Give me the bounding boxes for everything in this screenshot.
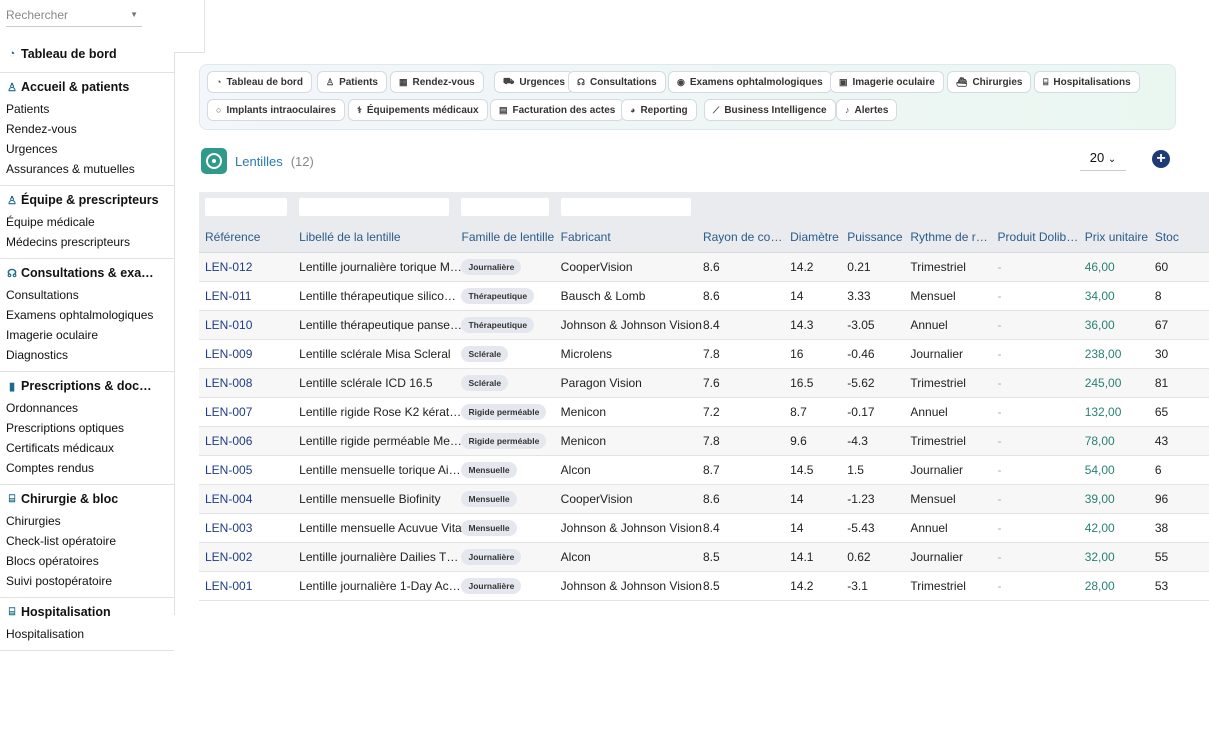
sidebar-item-consultations[interactable]: Consultations [6,288,79,302]
cell-reference[interactable]: LEN-004 [199,485,293,514]
cell-rayon-de-co: 8.6 [697,485,784,514]
quick-nav [199,64,1176,130]
quicknav-label: Hospitalisations [1053,76,1131,88]
cell-diametre: 14 [784,485,841,514]
sidebar-section-tableau-de-bord[interactable] [0,42,174,66]
header-row [199,222,1209,253]
imagerie-oculaire-icon: ▣ [839,76,848,87]
cell-libelle-de-la-lentille: Lentille thérapeutique silico… [293,282,455,311]
quicknav-hospitalisations[interactable] [1034,71,1140,93]
cell-libelle-de-la-lentille: Lentille journalière torique M… [293,253,455,282]
cell-prix-unitaire: 132,00 [1079,398,1149,427]
cell-puissance: -3.1 [841,572,904,601]
sidebar-item-examens-ophtalmologiques[interactable]: Examens ophtalmologiques [6,308,154,322]
sidebar-item-imagerie-oculaire[interactable]: Imagerie oculaire [6,328,99,342]
column-header-produit-dolib[interactable]: Produit Dolib… [992,222,1079,253]
sidebar-item-comptes-rendus[interactable]: Comptes rendus [6,461,95,475]
quicknav-equipements-medicaux[interactable] [348,99,488,121]
family-badge: Journalière [461,549,521,565]
sidebar-item-blocs-operatoires[interactable]: Blocs opératoires [6,554,99,568]
cell-famille-de-lentille [455,253,554,282]
cell-fabricant: CooperVision [555,485,697,514]
family-badge: Journalière [461,578,521,594]
cell-produit-dolib: - [992,514,1079,543]
column-header-libelle-de-la-lentille[interactable]: Libellé de la lentille [293,222,455,253]
page-title[interactable]: Lentilles [235,153,283,169]
cell-famille-de-lentille [455,514,554,543]
lens-logo-icon [201,148,227,174]
table-row[interactable] [199,340,1209,369]
cell-famille-de-lentille [455,398,554,427]
cell-rayon-de-co: 8.4 [697,311,784,340]
cell-fabricant: Johnson & Johnson Vision [555,514,697,543]
cell-reference[interactable]: LEN-005 [199,456,293,485]
cell-prix-unitaire: 39,00 [1079,485,1149,514]
sidebar-section-label: Hospitalisation [21,605,111,619]
search-placeholder: Rechercher [6,8,69,22]
cell-rythme-de-r: Mensuel [904,485,991,514]
cell-prix-unitaire: 32,00 [1079,543,1149,572]
cell-prix-unitaire: 54,00 [1079,456,1149,485]
column-header-prix-unitaire[interactable]: Prix unitaire [1079,222,1149,253]
sidebar-item-prescriptions-optiques[interactable]: Prescriptions optiques [6,421,125,435]
cell-famille-de-lentille [455,311,554,340]
cell-diametre: 9.6 [784,427,841,456]
document-icon: ▮ [8,380,16,393]
filter-cell [1149,192,1209,222]
quicknav-label: Facturation des actes [512,104,616,116]
sidebar-item-check-list-operatoire[interactable]: Check-list opératoire [6,534,117,548]
table-row[interactable] [199,543,1209,572]
quicknav-label: Implants intraoculaires [226,104,336,116]
cell-prix-unitaire: 46,00 [1079,253,1149,282]
cell-libelle-de-la-lentille: Lentille mensuelle Acuvue Vita [293,514,455,543]
cell-libelle-de-la-lentille: Lentille thérapeutique panse… [293,311,455,340]
hospitalisations-icon: ⌸ [1043,76,1049,87]
sidebar-section [0,259,174,372]
sidebar-section [0,598,174,651]
cell-reference[interactable]: LEN-012 [199,253,293,282]
family-badge: Rigide perméable [461,433,546,449]
cell-diametre: 16.5 [784,369,841,398]
sidebar-item-diagnostics[interactable]: Diagnostics [6,348,69,362]
cell-fabricant: Johnson & Johnson Vision [555,572,697,601]
cell-stoc: 55 [1149,543,1209,572]
quicknav-label: Tableau de bord [226,76,303,88]
cell-reference[interactable]: LEN-002 [199,543,293,572]
cell-stoc: 43 [1149,427,1209,456]
cell-libelle-de-la-lentille: Lentille sclérale Misa Scleral [293,340,455,369]
sidebar-item-rendez-vous[interactable]: Rendez-vous [6,122,77,136]
cell-famille-de-lentille [455,369,554,398]
cell-fabricant: Alcon [555,456,697,485]
cell-rayon-de-co: 7.2 [697,398,784,427]
sidebar-item-suivi-postoperatoire[interactable]: Suivi postopératoire [6,574,113,588]
quicknav-consultations[interactable] [568,71,666,93]
record-count: (12) [290,153,314,169]
quicknav-examens-ophtalmologiques[interactable] [668,71,832,93]
cell-reference[interactable]: LEN-008 [199,369,293,398]
patients-icon: ♙ [326,76,335,87]
cell-rythme-de-r: Trimestriel [904,572,991,601]
cell-produit-dolib: - [992,282,1079,311]
cell-rayon-de-co: 7.6 [697,369,784,398]
family-badge: Journalière [461,259,521,275]
chevron-down-icon[interactable]: ▼ [130,10,138,19]
sidebar-section-label: Prescriptions & doc… [21,379,152,393]
quicknav-implants-intraoculaires[interactable] [207,99,345,121]
cell-produit-dolib: - [992,485,1079,514]
sidebar-section [0,186,174,259]
cell-rythme-de-r: Journalier [904,456,991,485]
sidebar-section-label: Chirurgie & bloc [21,492,119,506]
add-button[interactable]: + [1152,150,1170,168]
cell-prix-unitaire: 42,00 [1079,514,1149,543]
cell-fabricant: Menicon [555,427,697,456]
urgences-icon: ⛟ [503,76,515,86]
rendez-vous-icon: ▦ [399,76,408,87]
sidebar-section-label: Équipe & prescripteurs [21,193,159,207]
cell-famille-de-lentille [455,572,554,601]
cell-fabricant: Microlens [555,340,697,369]
sidebar-section-equipe-prescripteurs[interactable] [0,188,174,212]
family-badge: Mensuelle [461,491,516,507]
filter-cell [784,192,841,222]
cell-stoc: 60 [1149,253,1209,282]
cell-famille-de-lentille [455,543,554,572]
cell-puissance: -3.05 [841,311,904,340]
quicknav-rendez-vous[interactable] [390,71,484,93]
alertes-icon: ♪ [845,105,850,115]
quicknav-imagerie-oculaire[interactable] [830,71,944,93]
column-header-reference[interactable]: Référence [199,222,293,253]
quicknav-label: Reporting [640,104,688,116]
quicknav-patients[interactable] [317,71,387,93]
cell-fabricant: Menicon [555,398,697,427]
family-badge: Rigide perméable [461,404,546,420]
sidebar-section-label: Consultations & exa… [21,266,154,280]
cell-rythme-de-r: Journalier [904,340,991,369]
cell-produit-dolib: - [992,543,1079,572]
table-row[interactable] [199,485,1209,514]
cell-rayon-de-co: 8.5 [697,572,784,601]
cell-produit-dolib: - [992,340,1079,369]
cell-stoc: 65 [1149,398,1209,427]
cell-rythme-de-r: Journalier [904,543,991,572]
cell-diametre: 14.1 [784,543,841,572]
quicknav-label: Rendez-vous [412,76,475,88]
cell-produit-dolib: - [992,572,1079,601]
table-row[interactable] [199,398,1209,427]
quicknav-label: Équipements médicaux [366,104,479,116]
cell-rayon-de-co: 7.8 [697,427,784,456]
sidebar-section [0,40,174,73]
cell-rayon-de-co: 8.6 [697,253,784,282]
cell-fabricant: Johnson & Johnson Vision [555,311,697,340]
sidebar [0,0,175,641]
cell-rayon-de-co: 8.7 [697,456,784,485]
sidebar-section-chirurgie-bloc[interactable] [0,487,174,511]
column-header-diametre[interactable]: Diamètre [784,222,841,253]
cell-prix-unitaire: 36,00 [1079,311,1149,340]
cell-puissance: -5.43 [841,514,904,543]
cell-fabricant: Bausch & Lomb [555,282,697,311]
sidebar-item-assurances-mutuelles[interactable]: Assurances & mutuelles [6,162,135,176]
cell-reference[interactable]: LEN-011 [199,282,293,311]
cell-prix-unitaire: 238,00 [1079,340,1149,369]
quicknav-label: Chirurgies [972,76,1023,88]
cell-libelle-de-la-lentille: Lentille rigide perméable Me… [293,427,455,456]
sidebar-item-urgences[interactable]: Urgences [6,142,58,156]
cell-produit-dolib: - [992,311,1079,340]
cell-diametre: 14 [784,282,841,311]
column-header-rayon-de-co[interactable]: Rayon de co… [697,222,784,253]
top-strip [174,0,205,53]
cell-famille-de-lentille [455,456,554,485]
cell-famille-de-lentille [455,282,554,311]
column-header-rythme-de-r[interactable]: Rythme de r… [904,222,991,253]
filter-cell [555,192,697,222]
sidebar-item-ordonnances[interactable]: Ordonnances [6,401,79,415]
filter-cell [455,192,554,222]
filter-input-famille-de-lentille[interactable] [461,198,548,216]
list-header [201,148,314,174]
bed-icon: ⌸ [8,605,16,618]
quicknav-chirurgies[interactable] [947,71,1031,93]
cell-libelle-de-la-lentille: Lentille rigide Rose K2 kérat… [293,398,455,427]
sidebar-item-equipe-medicale[interactable]: Équipe médicale [6,215,95,229]
cell-rythme-de-r: Trimestriel [904,369,991,398]
table-row[interactable] [199,311,1209,340]
family-badge: Mensuelle [461,520,516,536]
quicknav-alertes[interactable] [836,99,897,121]
table-row[interactable] [199,282,1209,311]
user-icon: ♙ [7,81,17,94]
filter-cell [293,192,455,222]
cell-rythme-de-r: Trimestriel [904,253,991,282]
reporting-icon: ◕ [630,105,636,115]
cell-diametre: 14.2 [784,572,841,601]
cell-puissance: 1.5 [841,456,904,485]
cell-rythme-de-r: Annuel [904,398,991,427]
cell-rythme-de-r: Trimestriel [904,427,991,456]
table-row[interactable] [199,427,1209,456]
cell-fabricant: Paragon Vision [555,369,697,398]
cell-famille-de-lentille [455,427,554,456]
quicknav-label: Examens ophtalmologiques [689,76,823,88]
cell-puissance: 3.33 [841,282,904,311]
cell-rythme-de-r: Mensuel [904,282,991,311]
cell-puissance: -0.46 [841,340,904,369]
family-badge: Thérapeutique [461,288,534,304]
cell-stoc: 30 [1149,340,1209,369]
cell-reference[interactable]: LEN-010 [199,311,293,340]
cell-stoc: 81 [1149,369,1209,398]
chevron-down-icon: ⌄ [1107,154,1117,165]
chirurgies-icon: ⛴ [956,76,968,87]
cell-libelle-de-la-lentille: Lentille mensuelle torique Ai… [293,456,455,485]
cell-produit-dolib: - [992,369,1079,398]
cell-puissance: 0.62 [841,543,904,572]
quicknav-label: Consultations [590,76,657,88]
cell-reference[interactable]: LEN-001 [199,572,293,601]
cell-libelle-de-la-lentille: Lentille journalière 1-Day Ac… [293,572,455,601]
cell-diametre: 8.7 [784,398,841,427]
cell-reference[interactable]: LEN-007 [199,398,293,427]
equipements-medicaux-icon: ⚕ [357,104,362,115]
cell-puissance: -0.17 [841,398,904,427]
cell-diametre: 14.3 [784,311,841,340]
sidebar-section-hospitalisation[interactable] [0,600,174,624]
cell-rayon-de-co: 8.5 [697,543,784,572]
sidebar-section [0,73,174,186]
cell-libelle-de-la-lentille: Lentille sclérale ICD 16.5 [293,369,455,398]
sidebar-section-label: Accueil & patients [21,80,130,94]
filter-input-fabricant[interactable] [561,198,691,216]
table-row[interactable] [199,572,1209,601]
cell-fabricant: Alcon [555,543,697,572]
filter-cell [697,192,784,222]
quicknav-reporting[interactable] [621,99,697,121]
consultations-icon: ☊ [577,76,585,87]
cell-stoc: 8 [1149,282,1209,311]
family-badge: Mensuelle [461,462,516,478]
cell-reference[interactable]: LEN-003 [199,514,293,543]
lenses-table [199,192,1179,601]
cell-rayon-de-co: 8.4 [697,514,784,543]
cell-puissance: -4.3 [841,427,904,456]
cell-puissance: -5.62 [841,369,904,398]
cell-rayon-de-co: 8.6 [697,282,784,311]
quicknav-tableau-de-bord[interactable] [207,71,312,93]
implants-intraoculaires-icon: ○ [216,105,222,115]
cell-libelle-de-la-lentille: Lentille journalière Dailies T… [293,543,455,572]
quicknav-facturation-des-actes[interactable] [490,99,624,121]
sidebar-item-patients[interactable]: Patients [6,102,50,116]
filter-cell [904,192,991,222]
stethoscope-icon: ☊ [7,267,17,280]
quicknav-label: Patients [339,76,378,88]
cell-fabricant: CooperVision [555,253,697,282]
cell-prix-unitaire: 78,00 [1079,427,1149,456]
cell-rythme-de-r: Annuel [904,514,991,543]
filter-cell [1079,192,1149,222]
filter-row [199,192,1209,222]
dashboard-icon: ◔ [8,48,16,60]
cell-produit-dolib: - [992,398,1079,427]
cell-puissance: -1.23 [841,485,904,514]
sidebar-item-medecins-prescripteurs[interactable]: Médecins prescripteurs [6,235,131,249]
quicknav-label: Alertes [854,104,889,116]
sidebar-section [0,485,174,598]
cell-stoc: 38 [1149,514,1209,543]
quicknav-label: Imagerie oculaire [852,76,935,88]
cell-produit-dolib: - [992,456,1079,485]
user-icon: ♙ [7,194,17,207]
filter-input-reference[interactable] [205,198,287,216]
cell-diametre: 14.2 [784,253,841,282]
sidebar-menu [0,40,174,651]
quicknav-label: Urgences [519,76,565,88]
sidebar-section-prescriptions-doc[interactable] [0,374,174,398]
bed-icon: ⌸ [8,492,16,505]
cell-prix-unitaire: 245,00 [1079,369,1149,398]
sidebar-section-consultations-exa[interactable] [0,261,174,285]
family-badge: Thérapeutique [461,317,534,333]
filter-cell [199,192,293,222]
cell-produit-dolib: - [992,253,1079,282]
cell-prix-unitaire: 34,00 [1079,282,1149,311]
examens-ophtalmologiques-icon: ◉ [677,76,685,87]
quicknav-business-intelligence[interactable] [704,99,836,121]
sidebar-item-certificats-medicaux[interactable]: Certificats médicaux [6,441,115,455]
filter-input-libelle-de-la-lentille[interactable] [299,198,449,216]
cell-reference[interactable]: LEN-009 [199,340,293,369]
cell-stoc: 96 [1149,485,1209,514]
cell-puissance: 0.21 [841,253,904,282]
table-row[interactable] [199,456,1209,485]
column-header-fabricant[interactable]: Fabricant [555,222,697,253]
facturation-des-actes-icon: ▤ [499,104,508,115]
cell-reference[interactable]: LEN-006 [199,427,293,456]
sidebar-section [0,372,174,485]
per-page-select[interactable] [1080,150,1126,171]
cell-produit-dolib: - [992,427,1079,456]
cell-libelle-de-la-lentille: Lentille mensuelle Biofinity [293,485,455,514]
cell-diametre: 16 [784,340,841,369]
table-row[interactable] [199,369,1209,398]
cell-rythme-de-r: Annuel [904,311,991,340]
tableau-de-bord-icon: ◔ [216,77,222,87]
search-input[interactable] [6,8,142,27]
quicknav-urgences[interactable] [494,71,574,93]
filter-cell [992,192,1079,222]
column-header-stoc[interactable]: Stoc [1149,222,1209,253]
filter-cell [841,192,904,222]
cell-stoc: 53 [1149,572,1209,601]
sidebar-section-accueil-patients[interactable] [0,75,174,99]
cell-stoc: 67 [1149,311,1209,340]
cell-diametre: 14 [784,514,841,543]
sidebar-item-hospitalisation[interactable]: Hospitalisation [6,627,85,641]
column-header-famille-de-lentille[interactable]: Famille de lentille [455,222,554,253]
cell-famille-de-lentille [455,485,554,514]
per-page-value: 20 [1089,150,1105,165]
cell-prix-unitaire: 28,00 [1079,572,1149,601]
sidebar-item-chirurgies[interactable]: Chirurgies [6,514,61,528]
cell-rayon-de-co: 7.8 [697,340,784,369]
business-intelligence-icon: ⟋ [713,104,720,115]
cell-diametre: 14.5 [784,456,841,485]
cell-stoc: 6 [1149,456,1209,485]
table-row[interactable] [199,253,1209,282]
family-badge: Sclérale [461,375,508,391]
sidebar-section-label: Tableau de bord [21,47,117,61]
cell-famille-de-lentille [455,340,554,369]
table-row[interactable] [199,514,1209,543]
column-header-puissance[interactable]: Puissance [841,222,904,253]
family-badge: Sclérale [461,346,508,362]
quicknav-label: Business Intelligence [724,104,827,116]
